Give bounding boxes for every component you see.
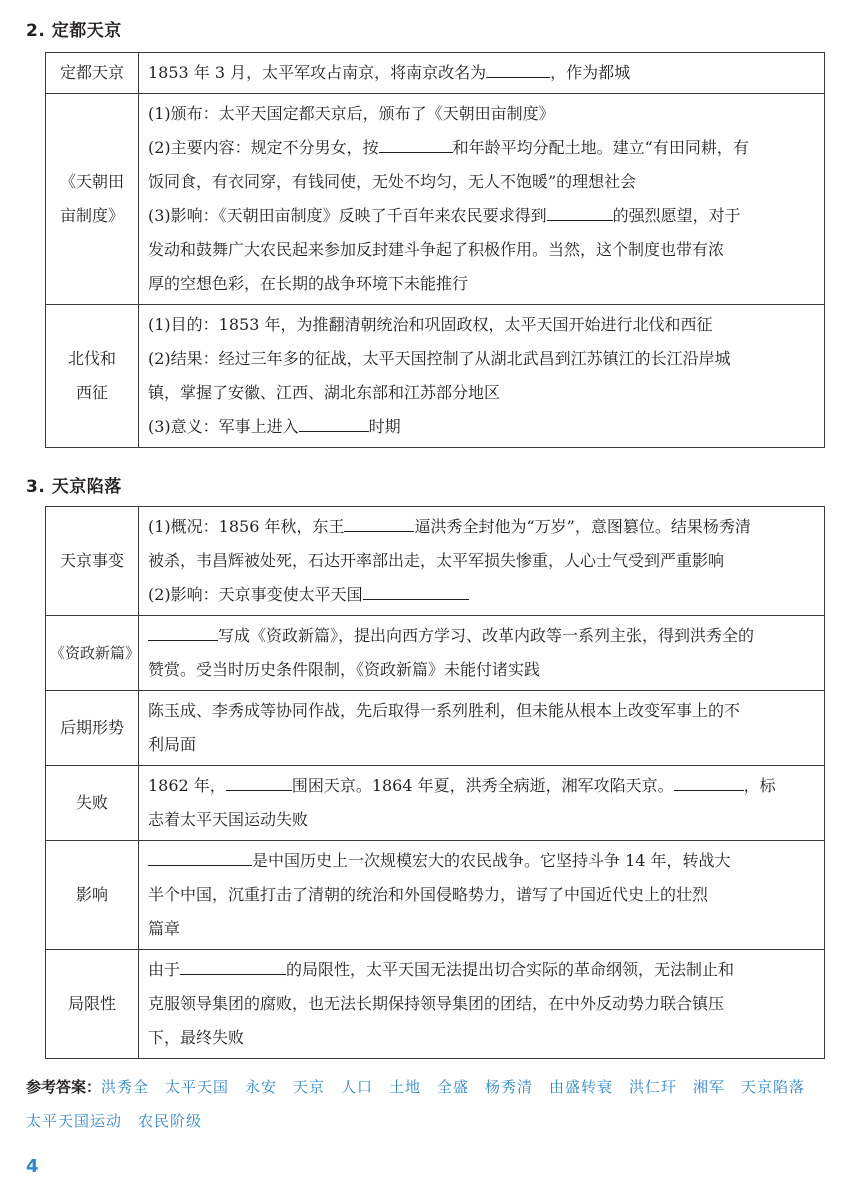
row-body-dingdu (139, 53, 825, 94)
text-fragment: ，作为都城 (550, 63, 631, 82)
table-row (46, 53, 825, 94)
table-row (46, 766, 825, 841)
text-line: 下，最终失败 (148, 1028, 245, 1047)
text-fragment: 写成《资政新篇》，提出向西方学习、改革内政等一系列主张，得到洪秀全的 (218, 626, 755, 645)
answer-blank[interactable] (363, 585, 469, 600)
section-title-2: 2. 定都天京 (26, 21, 122, 41)
table-row (46, 507, 825, 616)
text-fragment: (3)意义：军事上进入 (148, 417, 299, 436)
page-number: 4 (26, 1156, 39, 1177)
text-fragment: 1853 年 3 月，太平军攻占南京，将南京改名为 (148, 63, 487, 82)
head-line: 西征 (75, 383, 108, 402)
answer-blank[interactable] (148, 851, 252, 866)
text-line: 克服领导集团的腐败，也无法长期保持领导集团的团结，在中外反动势力联合镇压 (148, 994, 725, 1013)
text-line: (1)颁布：太平天国定都天京后，颁布了《天朝田亩制度》 (148, 104, 555, 123)
answer-blank[interactable] (148, 626, 218, 641)
text-fragment: 1862 年， (148, 776, 226, 795)
row-body-tianchao (139, 94, 825, 305)
answer-blank[interactable] (674, 776, 744, 791)
table-row (46, 94, 825, 305)
answer-blank[interactable] (344, 517, 414, 532)
text-fragment: 围困天京。1864 年夏，洪秀全病逝，湘军攻陷天京。 (291, 776, 674, 795)
table-row (46, 841, 825, 950)
text-line: 半个中国，沉重打击了清朝的统治和外国侵略势力，谱写了中国近代史上的壮烈 (148, 885, 709, 904)
text-line: 发动和鼓舞广大农民起来参加反封建斗争起了积极作用。当然，这个制度也带有浓 (148, 240, 725, 259)
table-fall-tianjing (45, 506, 825, 1059)
answers-label: 参考答案： (26, 1078, 102, 1096)
row-head-limitation: 局限性 (46, 950, 139, 1059)
answer-blank[interactable] (180, 960, 286, 975)
answers-list: 洪秀全 太平天国 永安 天京 人口 土地 全盛 杨秀清 由盛转衰 洪仁玕 湘军 天京陷落 太平天国运动 农民阶级 (26, 1078, 822, 1130)
text-fragment: ，标 (743, 776, 776, 795)
text-line: 被杀，韦昌辉被处死，石达开率部出走，太平军损失惨重，人心士气受到严重影响 (148, 551, 725, 570)
text-fragment: 是中国历史上一次规模宏大的农民战争。它坚持斗争 14 年，转战大 (252, 851, 731, 870)
text-line: 镇，掌握了安徽、江西、湖北东部和江苏部分地区 (148, 383, 501, 402)
text-line: 篇章 (148, 919, 181, 938)
row-body-limitation (139, 950, 825, 1059)
text-line: (1)目的：1853 年，为推翻清朝统治和巩固政权，太平天国开始进行北伐和西征 (148, 315, 713, 334)
section-title-3: 3. 天京陷落 (26, 477, 122, 497)
text-line: 利局面 (148, 735, 197, 754)
text-fragment: (3)影响：《天朝田亩制度》反映了千百年来农民要求得到 (148, 206, 547, 225)
answer-blank[interactable] (299, 417, 369, 432)
text-fragment: 时期 (368, 417, 401, 436)
row-head-influence: 影响 (46, 841, 139, 950)
table-row (46, 950, 825, 1059)
row-body-beifa (139, 305, 825, 448)
text-line: 赞赏。受当时历史条件限制，《资政新篇》未能付诸实践 (148, 660, 541, 679)
row-body-later (139, 691, 825, 766)
text-fragment: (2)影响：天京事变使太平天国 (148, 585, 363, 604)
text-fragment: (1)概况：1856 年秋，东王 (148, 517, 345, 536)
row-head-incident: 天京事变 (46, 507, 139, 616)
text-line: (2)结果：经过三年多的征战，太平天国控制了从湖北武昌到江苏镇江的长江沿岸城 (148, 349, 731, 368)
head-line: 亩制度》 (59, 206, 124, 225)
row-body-incident (139, 507, 825, 616)
reference-answers (26, 1070, 826, 1138)
table-row (46, 305, 825, 448)
answer-blank[interactable] (226, 776, 292, 791)
row-head-beifa (46, 305, 139, 448)
row-head-later: 后期形势 (46, 691, 139, 766)
text-fragment: 的强烈愿望，对于 (612, 206, 741, 225)
table-row (46, 616, 825, 691)
row-body-failure (139, 766, 825, 841)
text-fragment: 的局限性，太平天国无法提出切合实际的革命纲领，无法制止和 (286, 960, 735, 979)
row-body-influence (139, 841, 825, 950)
row-head-failure: 失败 (46, 766, 139, 841)
row-head-tianchao (46, 94, 139, 305)
answer-blank[interactable] (379, 138, 453, 153)
text-line: 饭同食，有衣同穿，有钱同使，无处不均匀，无人不饱暖”的理想社会 (148, 172, 637, 191)
text-fragment: 由于 (148, 960, 181, 979)
text-fragment: (2)主要内容：规定不分男女，按 (148, 138, 379, 157)
row-body-zizheng (139, 616, 825, 691)
table-row (46, 691, 825, 766)
row-head-dingdu: 定都天京 (46, 53, 139, 94)
answer-blank[interactable] (547, 206, 613, 221)
answer-blank[interactable] (486, 63, 550, 78)
text-fragment: 和年龄平均分配土地。建立“有田同耕，有 (452, 138, 749, 157)
text-line: 厚的空想色彩，在长期的战争环境下未能推行 (148, 274, 469, 293)
head-line: 北伐和 (67, 349, 116, 368)
row-head-zizheng: 《资政新篇》 (46, 616, 139, 691)
table-capital-tianjing (45, 52, 825, 448)
head-line: 《天朝田 (59, 172, 124, 191)
text-fragment: 逼洪秀全封他为“万岁”，意图篡位。结果杨秀清 (414, 517, 751, 536)
text-line: 陈玉成、李秀成等协同作战，先后取得一系列胜利，但未能从根本上改变军事上的不 (148, 701, 741, 720)
text-line: 志着太平天国运动失败 (148, 810, 309, 829)
